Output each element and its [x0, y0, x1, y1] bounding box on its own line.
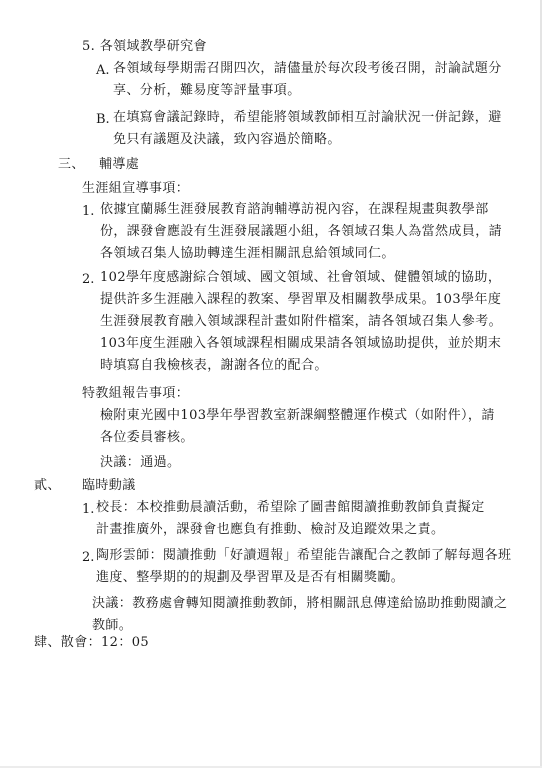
- item-b-marker: B.: [96, 112, 110, 127]
- adhoc-resolution: 決議：教務處會轉知閱讀推動教師，將相關訊息傳達給協助推動閱讀之教師。: [92, 596, 508, 633]
- special-ed-text: 檢附東光國中103學年學習教室新課綱整體運作模式（如附件），請各位委員審核。: [100, 408, 495, 445]
- adhoc-item2-text: 陶形雲師：閱讀推動「好讀週報」希望能告讓配合之教師了解每週各班進度、整學期的的規劃及學習單及是否有相關獎勵。: [96, 548, 512, 585]
- adhoc-title: 臨時動議: [82, 478, 136, 493]
- special-ed-heading: 特教組報告事項：: [82, 386, 190, 401]
- career-item2-text: 102學年度感謝綜合領域、國文領域、社會領域、健體領域的協助，提供許多生涯融入課程的教案、學習單及相關教學成果。103學年度生涯發展教育融入領域課程計畫如附件檔案，請各領域召集人參考。103年度生涯融入各領域課程相關成果請各領域協助提供，並於期末時填寫自我檢核表，謝謝各位的配合。: [100, 270, 503, 373]
- adhoc-number: 貳、: [34, 478, 61, 493]
- career-heading: 生涯組宣導事項：: [82, 181, 190, 196]
- career-item1-marker: 1.: [82, 204, 95, 219]
- adhoc-item1-text: 校長：本校推動晨讀活動，希望除了圖書館閱讀推動教師負責擬定計畫推廣外，課發會也應負有推動、檢討及追蹤效果之責。: [96, 500, 485, 537]
- section3-number: 三、: [58, 157, 85, 172]
- item-b-text: 在填寫會議記錄時，希望能將領域教師相互討論狀況一併記錄，避免只有議題及決議，致內容過於簡略。: [113, 110, 502, 147]
- adjournment: 肆、散會：12：05: [34, 635, 150, 650]
- adhoc-item1-marker: 1.: [82, 502, 95, 517]
- career-item2-marker: 2.: [82, 272, 95, 287]
- item-a-marker: A.: [96, 63, 110, 78]
- section3-title: 輔導處: [99, 157, 140, 172]
- adhoc-item2-marker: 2.: [82, 550, 95, 565]
- career-item1-text: 依據宜蘭縣生涯發展教育諮詢輔導訪視內容，在課程規畫與教學部份，課發會應設有生涯發展議題小組，各領域召集人為當然成員，請各領域召集人協助轉達生涯相關訊息給領域同仁。: [100, 202, 503, 261]
- section5-heading: 5. 各領域教學研究會: [82, 39, 207, 54]
- special-ed-resolution: 決議：通過。: [100, 455, 181, 470]
- item-a-text: 各領域每學期需召開四次，請儘量於每次段考後召開，討論試題分享、分析，難易度等評量事項。: [113, 61, 502, 98]
